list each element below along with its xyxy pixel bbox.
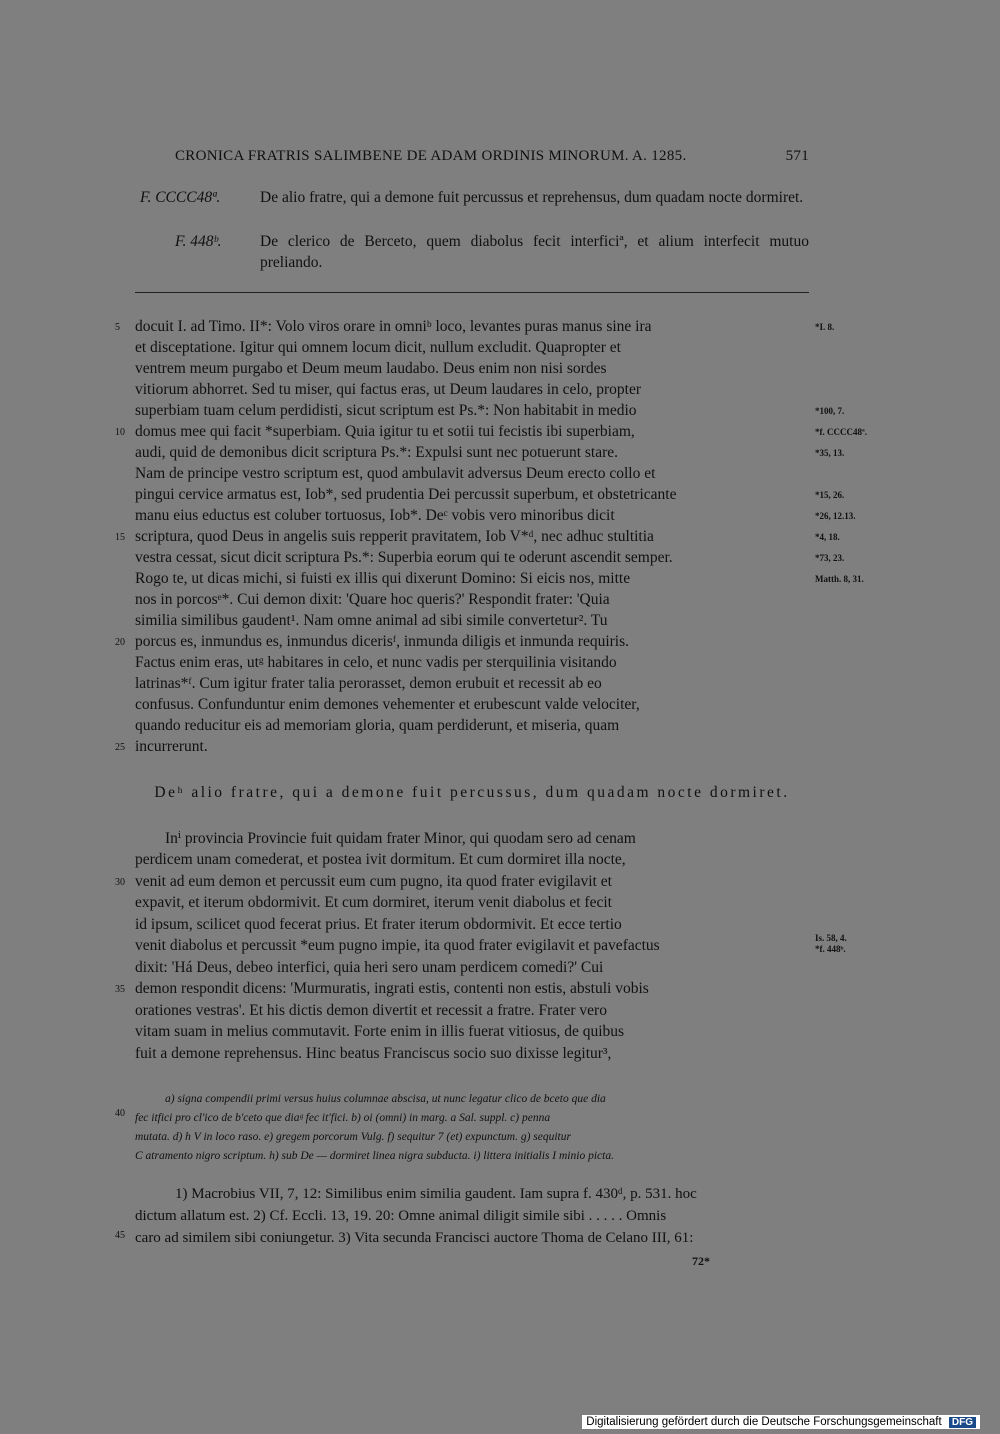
margin-reference: *I. 8. <box>815 322 835 332</box>
line-number: 5 <box>115 322 120 333</box>
line-number: 15 <box>115 532 125 543</box>
text-line: id ipsum, scilicet quod fecerat prius. Et frater iterum obdormivit. Et ecce tertio <box>135 916 622 933</box>
text-line: manu eius eductus est coluber tortuosus, Iob*. Deᶜ vobis vero minoribus dicit <box>135 507 615 524</box>
line-number: 25 <box>115 742 125 753</box>
margin-reference: *4, 18. <box>815 532 840 542</box>
text-line: porcus es, inmundus es, inmundus dicerisᶠ, inmunda diligis et inmunda requiris. <box>135 633 630 650</box>
digitization-credit[interactable] <box>582 1415 980 1429</box>
apparatus-line: C atramento nigro scriptum. h) sub De — dormiret linea nigra subducta. i) littera initialis I minio picta. <box>135 1150 614 1162</box>
text-line: docuit I. ad Timo. II*: Volo viros orare in omniᵇ loco, levantes puras manus sine ira <box>135 318 652 335</box>
text-line: venit diabolus et percussit *eum pugno impie, ita quod frater evigilavit et pavefactus <box>135 937 660 954</box>
text-line: incurrerunt. <box>135 738 208 755</box>
chapter-summary <box>135 231 809 275</box>
text-line: et disceptatione. Igitur qui omnem locum dicit, nullum excludit. Quapropter et <box>135 339 621 356</box>
margin-reference: *15, 26. <box>815 490 845 500</box>
summary-text: De clerico de Berceto, quem diabolus fecit interficiª, et alium interfecit mutuo preliando. <box>260 233 809 271</box>
text-line: orationes vestras'. Et his dictis demon divertit et recessit a fratre. Frater vero <box>135 1002 607 1019</box>
text-line: perdicem unam comederat, et postea ivit dormitum. Et cum dormiret illa nocte, <box>135 851 626 868</box>
text-line: scriptura, quod Deus in angelis suis repperit pravitatem, Iob V*ᵈ, nec adhuc stultitia <box>135 528 654 545</box>
line-number: 45 <box>115 1230 125 1241</box>
text-line: ventrem meum purgabo et Deum meum laudabo. Deus enim non nisi sordes <box>135 360 607 377</box>
folio-label: F. CCCC48ª. <box>140 189 221 206</box>
text-line: Nam de principe vestro scriptum est, quod ambulavit adversus Deum erecto collo et <box>135 465 656 482</box>
footnote-line: caro ad similem sibi coniungetur. 3) Vita secunda Francisci auctore Thoma de Celano III, 61: <box>135 1230 694 1246</box>
apparatus-line: fec itfici pro cl'ico de b'ceto que diaᵍ fec it'fici. b) oi (omni) in marg. a Sal. suppl. c) penna <box>135 1112 551 1124</box>
section-heading: Deʰ alio fratre, qui a demone fuit percussus, dum quadam nocte dormiret. <box>154 784 790 801</box>
line-number: 10 <box>115 427 125 438</box>
margin-reference: *35, 13. <box>815 448 845 458</box>
text-line: vitiorum abhorret. Sed tu miser, qui factus eras, ut Deum laudares in celo, propter <box>135 381 641 398</box>
line-number: 30 <box>115 877 125 888</box>
separator-rule <box>135 292 809 293</box>
margin-reference: *f. CCCC48ª. <box>815 427 867 437</box>
text-line: Inⁱ provincia Provincie fuit quidam frater Minor, qui quodam sero ad cenam <box>165 830 636 847</box>
text-line: pingui cervice armatus est, Iob*, sed prudentia Dei percussit superbum, et obstetricante <box>135 486 677 503</box>
margin-reference: *73, 23. <box>815 553 845 563</box>
text-line: similia similibus gaudent¹. Nam omne animal ad sibi simile convertetur². Tu <box>135 612 608 629</box>
credit-text: Digitalisierung gefördert durch die Deutsche Forschungsgemeinschaft <box>586 1416 942 1428</box>
footnote-line: dictum allatum est. 2) Cf. Eccli. 13, 19. 20: Omne animal diligit simile sibi . . . . . Omnis <box>135 1208 667 1224</box>
margin-reference: *f. 448ᵇ. <box>815 944 846 954</box>
chapter-summary <box>135 187 809 231</box>
text-line: latrinas*ᶠ. Cum igitur frater talia perorasset, demon erubuit et recessit ab eo <box>135 675 602 692</box>
text-line: confusus. Confunduntur enim demones vehementer et erubescunt valde velociter, <box>135 696 640 713</box>
text-line: dixit: 'Há Deus, debeo interfici, quia heri sero unam perdicem comedi?' Cui <box>135 959 604 976</box>
header-title: CRONICA FRATRIS SALIMBENE DE ADAM ORDINIS MINORUM. A. 1285. <box>175 148 687 164</box>
text-line: vitam suam in melius commutavit. Forte enim in illis fuerat vitiosus, de quibus <box>135 1023 625 1040</box>
signature-mark: 72* <box>692 1254 710 1268</box>
text-line: nos in porcosᵉ*. Cui demon dixit: 'Quare hoc queris?' Respondit frater: 'Quia <box>135 591 610 608</box>
summary-text: De alio fratre, qui a demone fuit percussus et reprehensus, dum quadam nocte dormiret. <box>260 189 804 206</box>
text-line: demon respondit dicens: 'Murmuratis, ingrati estis, contenti non estis, abstuli vobis <box>135 980 649 997</box>
text-line: superbiam tuam celum perdidisti, sicut scriptum est Ps.*: Non habitabit in medio <box>135 402 637 419</box>
margin-reference: *26, 12.13. <box>815 511 856 521</box>
margin-reference: Matth. 8, 31. <box>815 574 864 584</box>
text-line: venit ad eum demon et percussit eum cum pugno, ita quod frater evigilavit et <box>135 873 612 890</box>
margin-reference: Is. 58, 4. <box>815 933 847 943</box>
text-line: domus mee qui facit *superbiam. Quia igitur tu et sotii tui fecistis ibi superbiam, <box>135 423 635 440</box>
apparatus-line: mutata. d) h V in loco raso. e) gregem porcorum Vulg. f) sequitur 7 (et) expunctum. g) sequitur <box>135 1131 571 1143</box>
text-line: fuit a demone reprehensus. Hinc beatus Franciscus socio suo dixisse legitur³, <box>135 1045 612 1062</box>
text-line: Factus enim eras, utᵍ habitares in celo, et nunc vadis per sterquilinia visitando <box>135 654 617 671</box>
folio-label: F. 448ᵇ. <box>175 233 222 250</box>
apparatus-line: a) signa compendii primi versus huius columnae abscisa, ut nunc legatur clico de bceto que dia <box>165 1093 606 1105</box>
margin-reference: *100, 7. <box>815 406 845 416</box>
dfg-logo-icon: DFG <box>949 1417 976 1428</box>
text-line: audi, quid de demonibus dicit scriptura Ps.*: Expulsi sunt nec potuerunt stare. <box>135 444 619 461</box>
page-number: 571 <box>785 148 809 164</box>
text-line: vestra cessat, sicut dicit scriptura Ps.*: Superbia eorum qui te oderunt ascendit semper. <box>135 549 673 566</box>
text-line: quando reducitur eis ad memoriam gloria, quam perdiderunt, et miseria, quam <box>135 717 620 734</box>
line-number: 20 <box>115 637 125 648</box>
line-number: 40 <box>115 1108 125 1119</box>
footnote-line: 1) Macrobius VII, 7, 12: Similibus enim similia gaudent. Iam supra f. 430ᵈ, p. 531. hoc <box>175 1186 697 1202</box>
text-line: Rogo te, ut dicas michi, si fuisti ex illis qui dixerunt Domino: Si eicis nos, mitte <box>135 570 631 587</box>
line-number: 35 <box>115 984 125 995</box>
text-line: expavit, et iterum obdormivit. Et cum dormiret, iterum venit diabolus et fecit <box>135 894 612 911</box>
